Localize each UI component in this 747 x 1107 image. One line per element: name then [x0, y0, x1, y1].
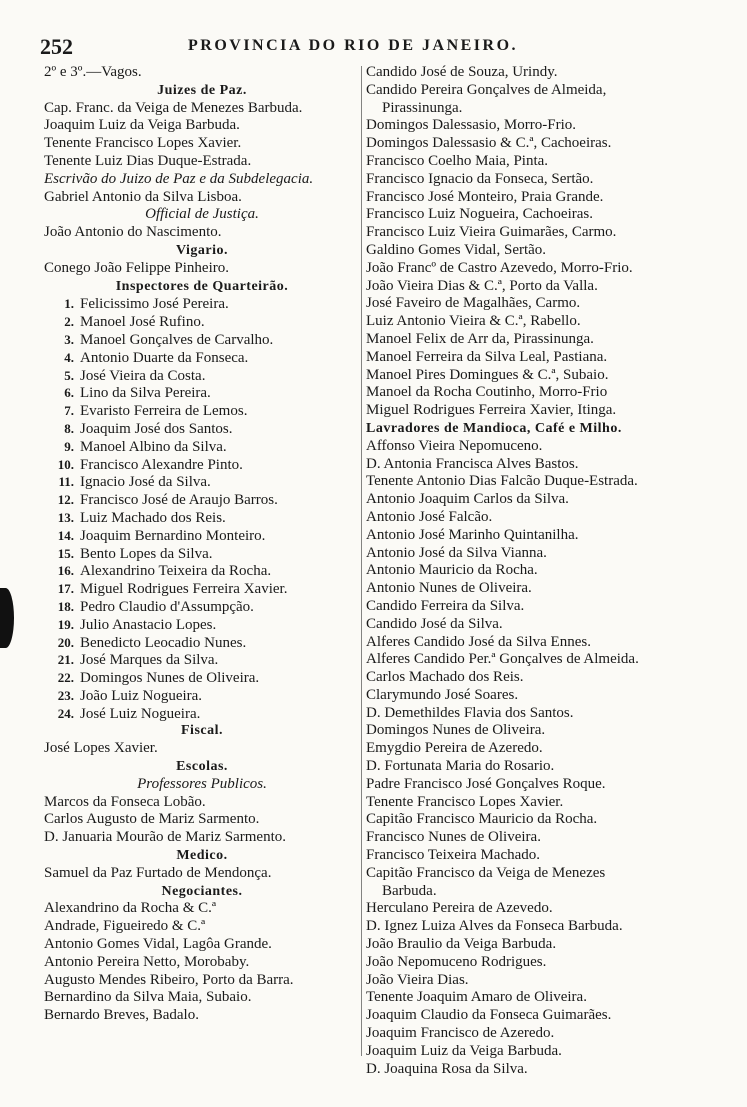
entry-line: Antonio Joaquim Carlos da Silva. — [366, 491, 569, 508]
entry-line: Antonio José da Silva Vianna. — [366, 544, 547, 561]
entry-line: Antonio José Marinho Quintanilha. — [366, 526, 579, 543]
entry-line: Samuel da Paz Furtado de Mendonça. — [44, 864, 272, 881]
entry-line: Andrade, Figueiredo & C.ª — [44, 918, 206, 935]
entry-line: Francisco José Monteiro, Praia Grande. — [366, 188, 604, 205]
numbered-entry — [44, 473, 360, 491]
entry-text: Joaquim José dos Santos. — [80, 420, 233, 437]
entry-number: 14. — [57, 527, 74, 543]
section-heading: Medico. — [176, 848, 228, 864]
right-column — [366, 64, 688, 1078]
entry-line: Manoel Pires Domingues & C.ª, Subaio. — [366, 366, 609, 383]
entry-line: Carlos Machado dos Reis. — [366, 669, 524, 686]
entry-line: Domingos Dalessasio, Morro-Frio. — [366, 117, 576, 134]
entry-line: Tenente Luiz Dias Duque-Estrada. — [44, 152, 252, 169]
entry-line: João Francº de Castro Azevedo, Morro-Frio. — [366, 259, 633, 276]
entry-line: D. Fortunata Maria do Rosario. — [366, 758, 555, 775]
entry-line: Galdino Gomes Vidal, Sertão. — [366, 241, 547, 258]
entry-number: 3. — [64, 331, 74, 347]
entry-number: 23. — [57, 687, 74, 703]
numbered-entry — [44, 580, 360, 598]
entry-line: Francisco Luiz Vieira Guimarães, Carmo. — [366, 224, 617, 241]
entry-text: Evaristo Ferreira de Lemos. — [80, 403, 248, 420]
entry-text: Alexandrino Teixeira da Rocha. — [80, 563, 272, 580]
entry-text: Bento Lopes da Silva. — [80, 545, 213, 562]
entry-continuation: Pirassinunga. — [382, 99, 463, 116]
entry-number: 10. — [57, 456, 74, 472]
entry-number: 7. — [64, 403, 74, 419]
numbered-entry — [44, 705, 360, 723]
entry-text: Miguel Rodrigues Ferreira Xavier. — [80, 581, 288, 598]
entry-text: Manoel José Rufino. — [80, 314, 205, 331]
numbered-entry — [44, 598, 360, 616]
entry-text: Francisco José de Araujo Barros. — [80, 492, 278, 509]
entry-number: 4. — [64, 349, 74, 365]
entry-line: Antonio Nunes de Oliveira. — [366, 580, 532, 597]
entry-continuation: Barbuda. — [382, 882, 437, 899]
column-divider — [361, 66, 362, 1056]
numbered-entry — [44, 669, 360, 687]
entry-number: 16. — [57, 563, 74, 579]
numbered-entry — [44, 562, 360, 580]
entry-line: Domingos Nunes de Oliveira. — [366, 722, 546, 739]
entry-title: Escrivão do Juizo de Paz e da Subdelegacia. — [44, 170, 314, 187]
entry-line: Joaquim Luiz da Veiga Barbuda. — [366, 1042, 562, 1059]
entry-line: 2º e 3º.—Vagos. — [44, 64, 142, 80]
entry-number: 17. — [57, 581, 74, 597]
entry-line: Capitão Francisco Mauricio da Rocha. — [366, 811, 598, 828]
section-heading: Lavradores de Mandioca, Café e Milho. — [366, 420, 622, 436]
numbered-entry — [44, 651, 360, 669]
entry-text: Felicissimo José Pereira. — [80, 296, 229, 313]
entry-line: Candido José de Souza, Urindy. — [366, 64, 558, 80]
entry-line: Francisco Ignacio da Fonseca, Sertão. — [366, 170, 594, 187]
section-heading: Juizes de Paz. — [157, 82, 247, 98]
entry-line: Francisco Nunes de Oliveira. — [366, 829, 541, 846]
entry-text: Luiz Machado dos Reis. — [80, 509, 226, 526]
entry-line: Augusto Mendes Ribeiro, Porto da Barra. — [44, 971, 294, 988]
entry-number: 18. — [57, 598, 74, 614]
entry-number: 24. — [57, 705, 74, 721]
entry-number: 20. — [57, 634, 74, 650]
entry-text: João Luiz Nogueira. — [80, 687, 203, 704]
entry-number: 1. — [64, 296, 74, 312]
entry-line: Alexandrino da Rocha & C.ª — [44, 900, 217, 917]
entry-text: José Vieira da Costa. — [80, 367, 206, 384]
entry-line: Antonio Pereira Netto, Morobaby. — [44, 953, 250, 970]
entry-text: Ignacio José da Silva. — [80, 474, 211, 491]
entry-number: 13. — [57, 509, 74, 525]
entry-line: Luiz Antonio Vieira & C.ª, Rabello. — [366, 313, 581, 330]
entry-number: 15. — [57, 545, 74, 561]
entry-line: Carlos Augusto de Mariz Sarmento. — [44, 811, 260, 828]
entry-line: Alferes Candido Per.ª Gonçalves de Almeida. — [366, 651, 639, 668]
entry-line: Emygdio Pereira de Azeredo. — [366, 740, 543, 757]
entry-line: Candido Ferreira da Silva. — [366, 597, 525, 614]
entry-number: 5. — [64, 367, 74, 383]
entry-number: 2. — [64, 314, 74, 330]
entry-line: João Antonio do Nascimento. — [44, 224, 222, 241]
section-heading: Inspectores de Quarteirão. — [115, 278, 289, 294]
numbered-entry — [44, 687, 360, 705]
numbered-entry — [44, 420, 360, 438]
entry-line: Marcos da Fonseca Lobão. — [44, 793, 206, 810]
entry-line: Domingos Dalessasio & C.ª, Cachoeiras. — [366, 135, 612, 152]
entry-number: 12. — [57, 492, 74, 508]
entry-line: D. Antonia Francisca Alves Bastos. — [366, 455, 579, 472]
entry-line: João Braulio da Veiga Barbuda. — [366, 936, 557, 953]
entry-number: 21. — [57, 652, 74, 668]
entry-line: Alferes Candido José da Silva Ennes. — [366, 633, 591, 650]
numbered-entry — [44, 545, 360, 563]
numbered-entry — [44, 313, 360, 331]
entry-line: Tenente Antonio Dias Falcão Duque-Estrada. — [366, 473, 638, 490]
entry-line: João Vieira Dias & C.ª, Porto da Valla. — [366, 277, 598, 294]
entry-line: Joaquim Luiz da Veiga Barbuda. — [44, 117, 240, 134]
numbered-entry — [44, 634, 360, 652]
entry-line: Tenente Francisco Lopes Xavier. — [366, 793, 564, 810]
entry-line: D. Joaquina Rosa da Silva. — [366, 1060, 528, 1077]
entry-line: Gabriel Antonio da Silva Lisboa. — [44, 188, 242, 205]
entry-line: Tenente Joaquim Amaro de Oliveira. — [366, 989, 587, 1006]
numbered-entry — [44, 509, 360, 527]
entry-text: Julio Anastacio Lopes. — [80, 616, 217, 633]
entry-line: Antonio Gomes Vidal, Lagôa Grande. — [44, 936, 272, 953]
numbered-entry — [44, 295, 360, 313]
entry-line: José Lopes Xavier. — [44, 740, 158, 757]
entry-text: José Luiz Nogueira. — [80, 705, 201, 722]
entry-line: Miguel Rodrigues Ferreira Xavier, Itinga. — [366, 402, 617, 419]
left-column — [44, 64, 360, 1025]
entry-line: Manoel Ferreira da Silva Leal, Pastiana. — [366, 348, 608, 365]
entry-line: Cap. Franc. da Veiga de Menezes Barbuda. — [44, 99, 303, 116]
entry-line: Affonso Vieira Nepomuceno. — [366, 437, 543, 454]
entry-text: Manoel Gonçalves de Carvalho. — [80, 331, 274, 348]
entry-line: Antonio José Falcão. — [366, 508, 493, 525]
numbered-entry — [44, 527, 360, 545]
entry-text: Lino da Silva Pereira. — [80, 385, 211, 402]
entry-number: 6. — [64, 385, 74, 401]
entry-number: 22. — [57, 670, 74, 686]
entry-line: Manoel Felix de Arr da, Pirassinunga. — [366, 330, 594, 347]
entry-text: Manoel Albino da Silva. — [80, 438, 227, 455]
entry-line: Bernardo Breves, Badalo. — [44, 1007, 199, 1024]
entry-line: Joaquim Francisco de Azeredo. — [366, 1025, 555, 1042]
entry-number: 8. — [64, 420, 74, 436]
entry-line: Capitão Francisco da Veiga de Menezes — [366, 864, 606, 881]
entry-line: Francisco Coelho Maia, Pinta. — [366, 152, 549, 169]
entry-line: Candido Pereira Gonçalves de Almeida, — [366, 81, 607, 98]
page-number: 252 — [40, 34, 73, 59]
entry-line: Joaquim Claudio da Fonseca Guimarães. — [366, 1007, 612, 1024]
entry-line: Tenente Francisco Lopes Xavier. — [44, 135, 242, 152]
page-header — [40, 34, 580, 58]
numbered-entry — [44, 491, 360, 509]
numbered-entry — [44, 384, 360, 402]
entry-line: Francisco Teixeira Machado. — [366, 847, 541, 864]
entry-line: João Nepomuceno Rodrigues. — [366, 953, 547, 970]
entry-line: D. Januaria Mourão de Mariz Sarmento. — [44, 829, 287, 846]
entry-text: José Marques da Silva. — [80, 652, 219, 669]
entry-text: Pedro Claudio d'Assumpção. — [80, 598, 254, 615]
entry-number: 19. — [57, 616, 74, 632]
entry-text: Benedicto Leocadio Nunes. — [80, 634, 247, 651]
numbered-entry — [44, 349, 360, 367]
section-heading: Escolas. — [176, 759, 228, 775]
section-subheading: Professores Publicos. — [137, 775, 267, 792]
entry-line: Bernardino da Silva Maia, Subaio. — [44, 989, 252, 1006]
entry-line: Conego João Felippe Pinheiro. — [44, 259, 229, 276]
entry-text: Francisco Alexandre Pinto. — [80, 456, 243, 473]
numbered-entry — [44, 367, 360, 385]
numbered-entry — [44, 456, 360, 474]
section-heading: Fiscal. — [181, 723, 223, 739]
numbered-entry — [44, 616, 360, 634]
entry-line: Manoel da Rocha Coutinho, Morro-Frio — [366, 384, 608, 401]
entry-line: Herculano Pereira de Azevedo. — [366, 900, 553, 917]
entry-line: D. Ignez Luiza Alves da Fonseca Barbuda. — [366, 918, 623, 935]
entry-line: João Vieira Dias. — [366, 971, 469, 988]
section-heading: Negociantes. — [161, 883, 243, 899]
entry-text: Joaquim Bernardino Monteiro. — [80, 527, 266, 544]
numbered-entry — [44, 331, 360, 349]
running-title: PROVINCIA DO RIO DE JANEIRO. — [188, 37, 519, 54]
section-heading: Vigario. — [175, 242, 229, 258]
entry-line: Antonio Mauricio da Rocha. — [366, 562, 538, 579]
section-subheading: Official de Justiça. — [145, 206, 259, 223]
entry-line: José Faveiro de Magalhães, Carmo. — [366, 295, 581, 312]
entry-text: Antonio Duarte da Fonseca. — [80, 349, 249, 366]
entry-number: 11. — [58, 474, 74, 490]
entry-text: Domingos Nunes de Oliveira. — [80, 670, 260, 687]
entry-line: Clarymundo José Soares. — [366, 686, 519, 703]
entry-line: Padre Francisco José Gonçalves Roque. — [366, 775, 606, 792]
entry-line: Francisco Luiz Nogueira, Cachoeiras. — [366, 206, 593, 223]
ink-blot — [0, 588, 14, 648]
entry-line: Candido José da Silva. — [366, 615, 503, 632]
entry-number: 9. — [64, 438, 74, 454]
numbered-entry — [44, 402, 360, 420]
entry-line: D. Demethildes Flavia dos Santos. — [366, 704, 574, 721]
numbered-entry — [44, 438, 360, 456]
